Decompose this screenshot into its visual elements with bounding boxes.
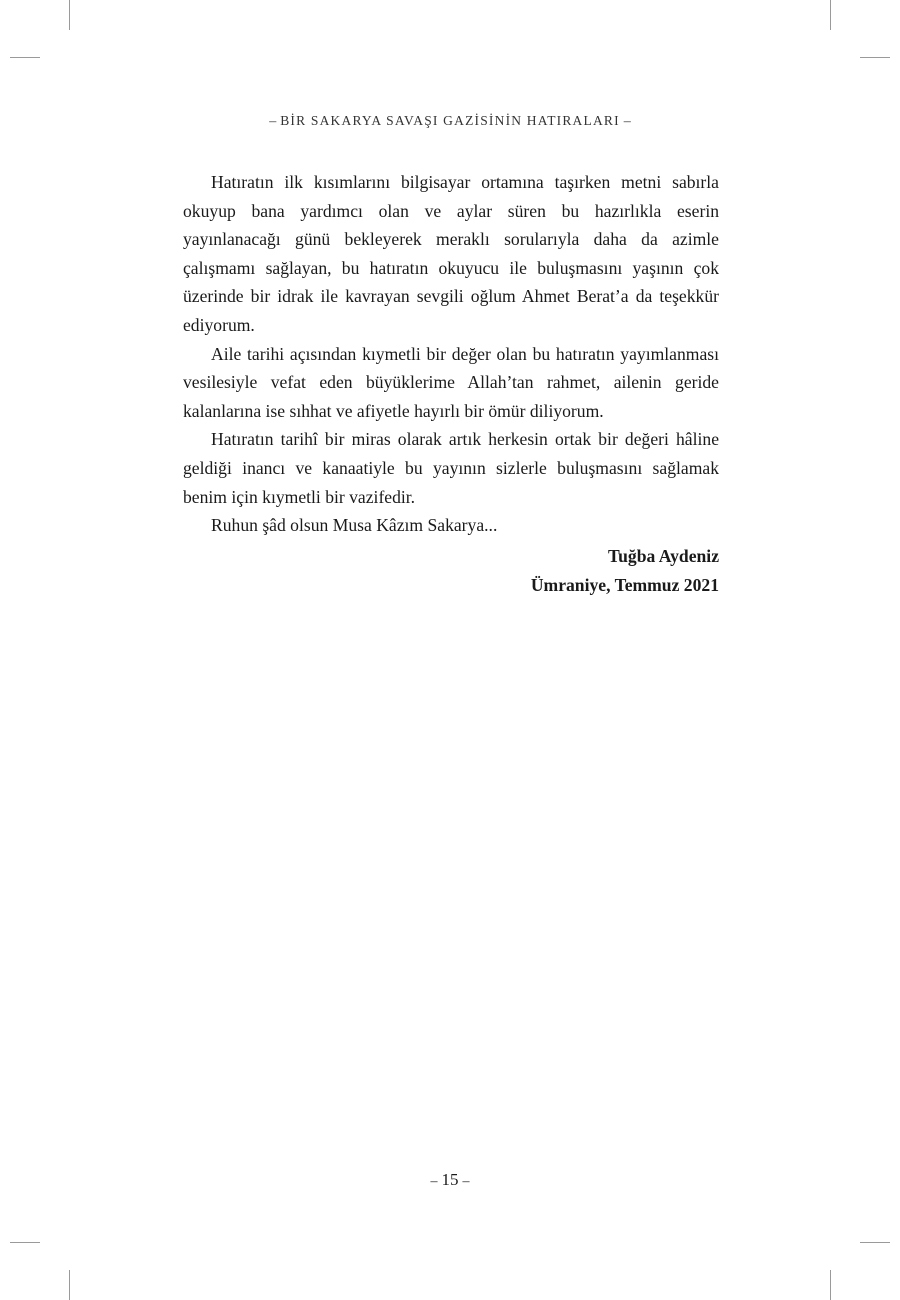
footer-dash-right: –: [462, 1174, 470, 1189]
body-text: [183, 168, 719, 598]
header-dash-right: –: [623, 114, 631, 129]
signature-name: Tuğba Aydeniz: [608, 545, 719, 566]
signature-block: [183, 540, 719, 598]
crop-mark-top-left-vertical: [69, 0, 70, 30]
signature-place-date: Ümraniye, Temmuz 2021: [530, 574, 719, 595]
crop-mark-top-left-horizontal: [10, 57, 40, 58]
crop-mark-bottom-right-vertical: [830, 1270, 831, 1300]
running-header: [0, 113, 900, 130]
crop-mark-bottom-left-vertical: [69, 1270, 70, 1300]
page-number-footer: [0, 1170, 900, 1190]
crop-mark-bottom-left-horizontal: [10, 1242, 40, 1243]
paragraph: Aile tarihi açısından kıymetli bir değer olan bu hatıratın yayımlanması vesilesiyle vefat eden büyüklerime Allah’tan rahmet, ailenin geride kalanlarına ise sıhhat ve afiyetle hayırlı bir ömür diliyorum.: [183, 343, 719, 421]
paragraph: Hatıratın tarihî bir miras olarak artık herkesin ortak bir değeri hâline geldiği inancı ve kanaatiyle bu yayının sizlerle buluşmasını sağlamak benim için kıymetli bir vazifedir.: [183, 429, 719, 507]
page-number: 15: [441, 1170, 459, 1189]
crop-mark-bottom-right-horizontal: [860, 1242, 890, 1243]
paragraph: Ruhun şâd olsun Musa Kâzım Sakarya...: [211, 515, 498, 536]
header-dash-left: –: [269, 114, 277, 129]
running-title: BİR SAKARYA SAVAŞI GAZİSİNİN HATIRALARI: [280, 113, 620, 128]
footer-dash-left: –: [430, 1174, 438, 1189]
paragraph: Hatıratın ilk kısımlarını bilgisayar ortamına taşırken metni sabırla okuyup bana yardımcı olan ve aylar süren bu hazırlıkla eserin yayınlanacağı günü bekleyerek meraklı sorularıyla daha da azimle çalışmamı sağlayan, bu hatıratın okuyucu ile buluşmasını yaşının çok üzerinde bir idrak ile kavrayan sevgili oğlum Ahmet Berat’a da teşekkür ediyorum.: [183, 172, 719, 335]
crop-mark-top-right-horizontal: [860, 57, 890, 58]
crop-mark-top-right-vertical: [830, 0, 831, 30]
